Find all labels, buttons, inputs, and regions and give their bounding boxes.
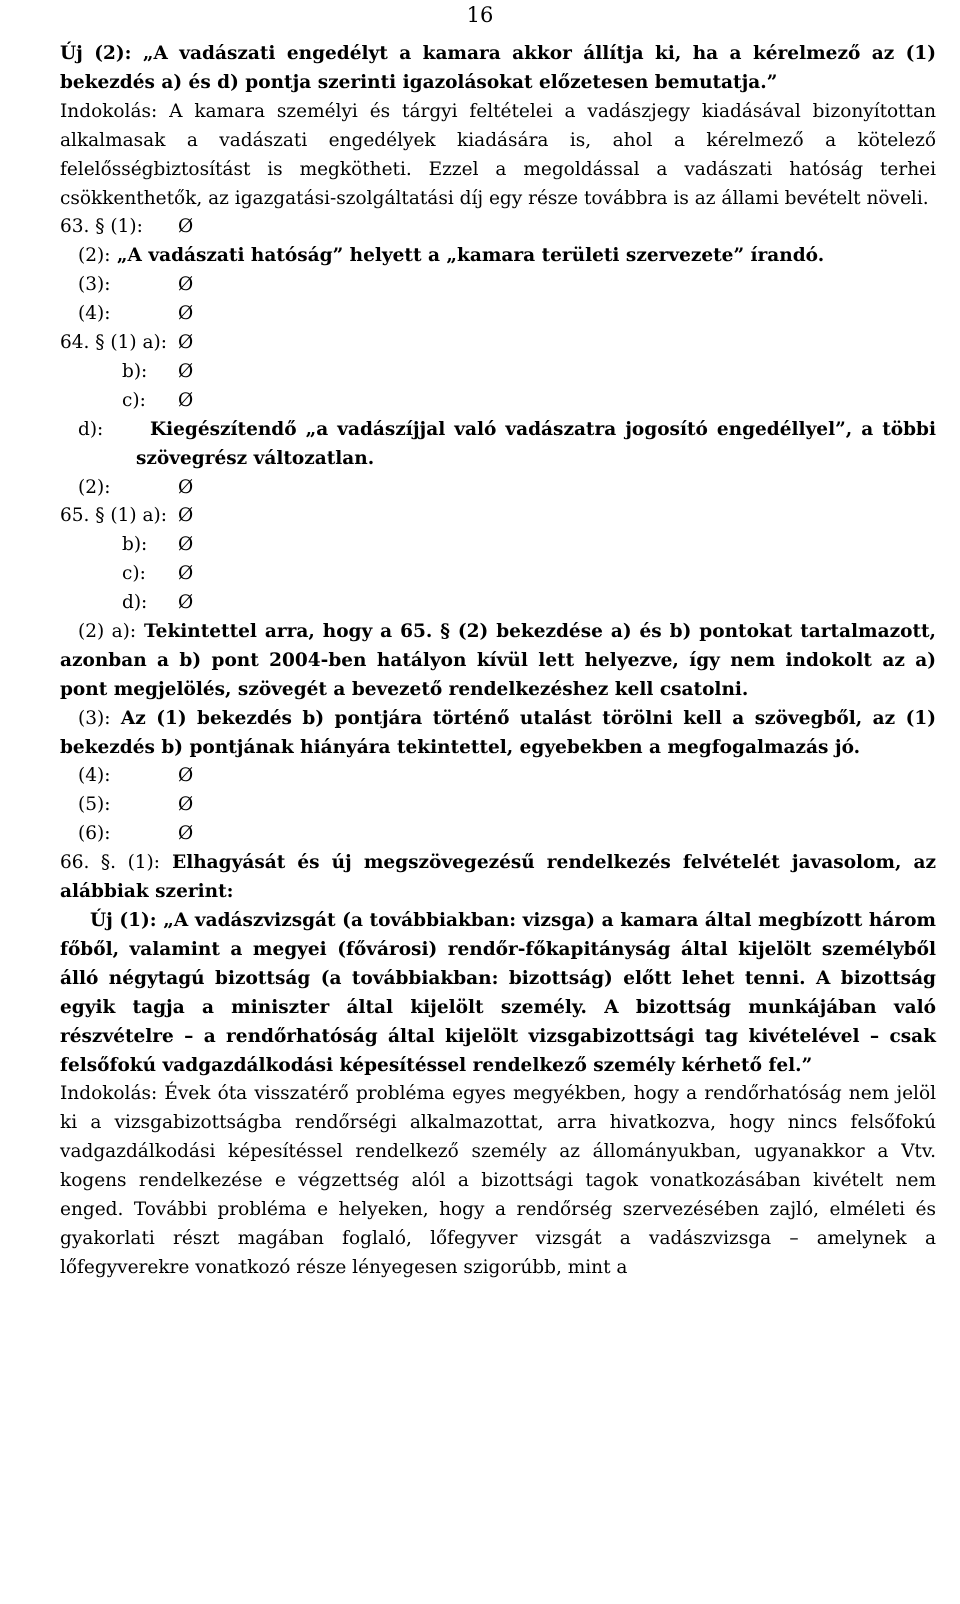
- s64-1b: [60, 358, 936, 387]
- s64-1a: [60, 329, 936, 358]
- empty-mark: Ø: [178, 389, 194, 411]
- empty-mark: Ø: [178, 505, 194, 527]
- empty-mark: Ø: [178, 534, 194, 556]
- page-number: 16: [466, 3, 494, 27]
- empty-mark: Ø: [178, 563, 194, 585]
- s65-3-text: Az (1) bekezdés b) pontjára történő utalást törölni kell a szövegből, az (1) bekezdés b) pontjának hiányára tekintettel, egyebekben a megfogalmazás jó.: [60, 707, 936, 758]
- s64-head: 64. § (1) a):: [60, 332, 167, 354]
- empty-mark: Ø: [178, 303, 194, 325]
- s65-1b: [60, 531, 936, 560]
- s66-1: [60, 849, 936, 907]
- s64-d-text: Kiegészítendő „a vadászíjjal való vadászatra jogosító engedéllyel”, a többi szövegrész változatlan.: [136, 418, 936, 469]
- s63-3-label: (3):: [78, 274, 111, 296]
- s65-1a: [60, 502, 936, 531]
- s65-c-label: c):: [122, 563, 146, 585]
- s65-2: [60, 618, 936, 705]
- s65-6-label: (6):: [78, 823, 111, 845]
- empty-mark: Ø: [178, 216, 194, 238]
- s64-1d: [60, 416, 936, 474]
- empty-mark: Ø: [178, 274, 194, 296]
- new-paragraph-2: Új (2): „A vadászati engedélyt a kamara akkor állítja ki, ha a kérelmező az (1) bekezdés a) és d) pontja szerinti igazolásokat előzetesen bemutatja.”: [60, 43, 936, 93]
- s65-3-label: (3):: [78, 707, 111, 729]
- s64-1c: [60, 387, 936, 416]
- s65-5: [60, 791, 936, 820]
- s65-1d: [60, 589, 936, 618]
- s65-head: 65. § (1) a):: [60, 505, 167, 527]
- s65-1c: [60, 560, 936, 589]
- s63-1: [60, 213, 936, 242]
- empty-mark: Ø: [178, 332, 194, 354]
- s63-head: 63. § (1):: [60, 216, 143, 238]
- s65-2-label: (2) a):: [78, 620, 137, 642]
- empty-mark: Ø: [178, 476, 194, 498]
- s65-5-label: (5):: [78, 794, 111, 816]
- s64-2-label: (2):: [78, 476, 111, 498]
- s64-2: [60, 474, 936, 503]
- empty-mark: Ø: [178, 765, 194, 787]
- s65-3: [60, 705, 936, 763]
- s64-b-label: b):: [122, 360, 148, 382]
- s66-new-1: Új (1): „A vadászvizsgát (a továbbiakban: vizsga) a kamara által megbízott három főből, valamint a megyei (fővárosi) rendőr-főkapitányság által kijelölt személyből álló négytagú bizottság (a továbbiakban: bizottság) előtt lehet tenni. A bizottság egyik tagja a miniszter által kijelölt személy. A bizottság munkájában való részvételre – a rendőrhatóság által kijelölt vizsgabizottsági tag kivételével – csak felsőfokú vadgazdálkodási képesítéssel rendelkező személy kérhető fel.”: [60, 909, 936, 1076]
- s65-b-label: b):: [122, 534, 148, 556]
- s65-4: [60, 762, 936, 791]
- reasoning-1: Indokolás: A kamara személyi és tárgyi feltételei a vadászjegy kiadásával bizonyítottan alkalmasak a vadászati engedélyek kiadására is, ahol a kérelmező a kötelező felelősségbiztosítást is megkötheti. Ezzel a megoldással a vadászati hatóság terhei csökkenthetők, az igazgatási-szolgáltatási díj egy része továbbra is az állami bevételt növeli.: [60, 100, 936, 209]
- empty-mark: Ø: [178, 360, 194, 382]
- empty-mark: Ø: [178, 794, 194, 816]
- s63-2-label: (2):: [78, 245, 111, 267]
- s63-2-text: „A vadászati hatóság” helyett a „kamara területi szervezete” írandó.: [116, 245, 825, 267]
- document-body: [60, 40, 936, 1283]
- s63-2: [78, 242, 936, 271]
- s63-3: [60, 271, 936, 300]
- empty-mark: Ø: [178, 592, 194, 614]
- s64-c-label: c):: [122, 389, 146, 411]
- s66-text: Elhagyását és új megszövegezésű rendelkezés felvételét javasolom, az alábbiak szerint:: [60, 852, 936, 903]
- s66-head: 66. §. (1):: [60, 852, 161, 874]
- s65-4-label: (4):: [78, 765, 111, 787]
- s63-4: [60, 300, 936, 329]
- reasoning-66: Indokolás: Évek óta visszatérő probléma egyes megyékben, hogy a rendőrhatóság nem jelöl ki a vizsgabizottságba rendőrségi alkalmazottat, arra hivatkozva, hogy nincs felsőfokú vadgazdálkodási képesítéssel rendelkező személy az állományukban, ugyanakkor a Vtv. kogens rendelkezése e végzettség alól a bizottsági tagok vonatkozásában kivételt nem enged. További probléma e helyeken, hogy a rendőrség szervezésében zajló, elméleti és gyakorlati részt magában foglaló, lőfegyver vizsgát a vadászvizsga – amelynek a lőfegyverekre vonatkozó része lényegesen szigorúbb, mint a: [60, 1083, 936, 1278]
- empty-mark: Ø: [178, 823, 194, 845]
- s65-2-text: Tekintettel arra, hogy a 65. § (2) bekezdése a) és b) pontokat tartalmazott, azonban a b) pont 2004-ben hatályon kívül lett helyezve, így nem indokolt az a) pont megjelölés, szövegét a bevezető rendelkezéshez kell csatolni.: [60, 620, 936, 700]
- s64-d-label: d):: [78, 418, 104, 440]
- s63-4-label: (4):: [78, 303, 111, 325]
- s65-d-label: d):: [122, 592, 148, 614]
- s65-6: [60, 820, 936, 849]
